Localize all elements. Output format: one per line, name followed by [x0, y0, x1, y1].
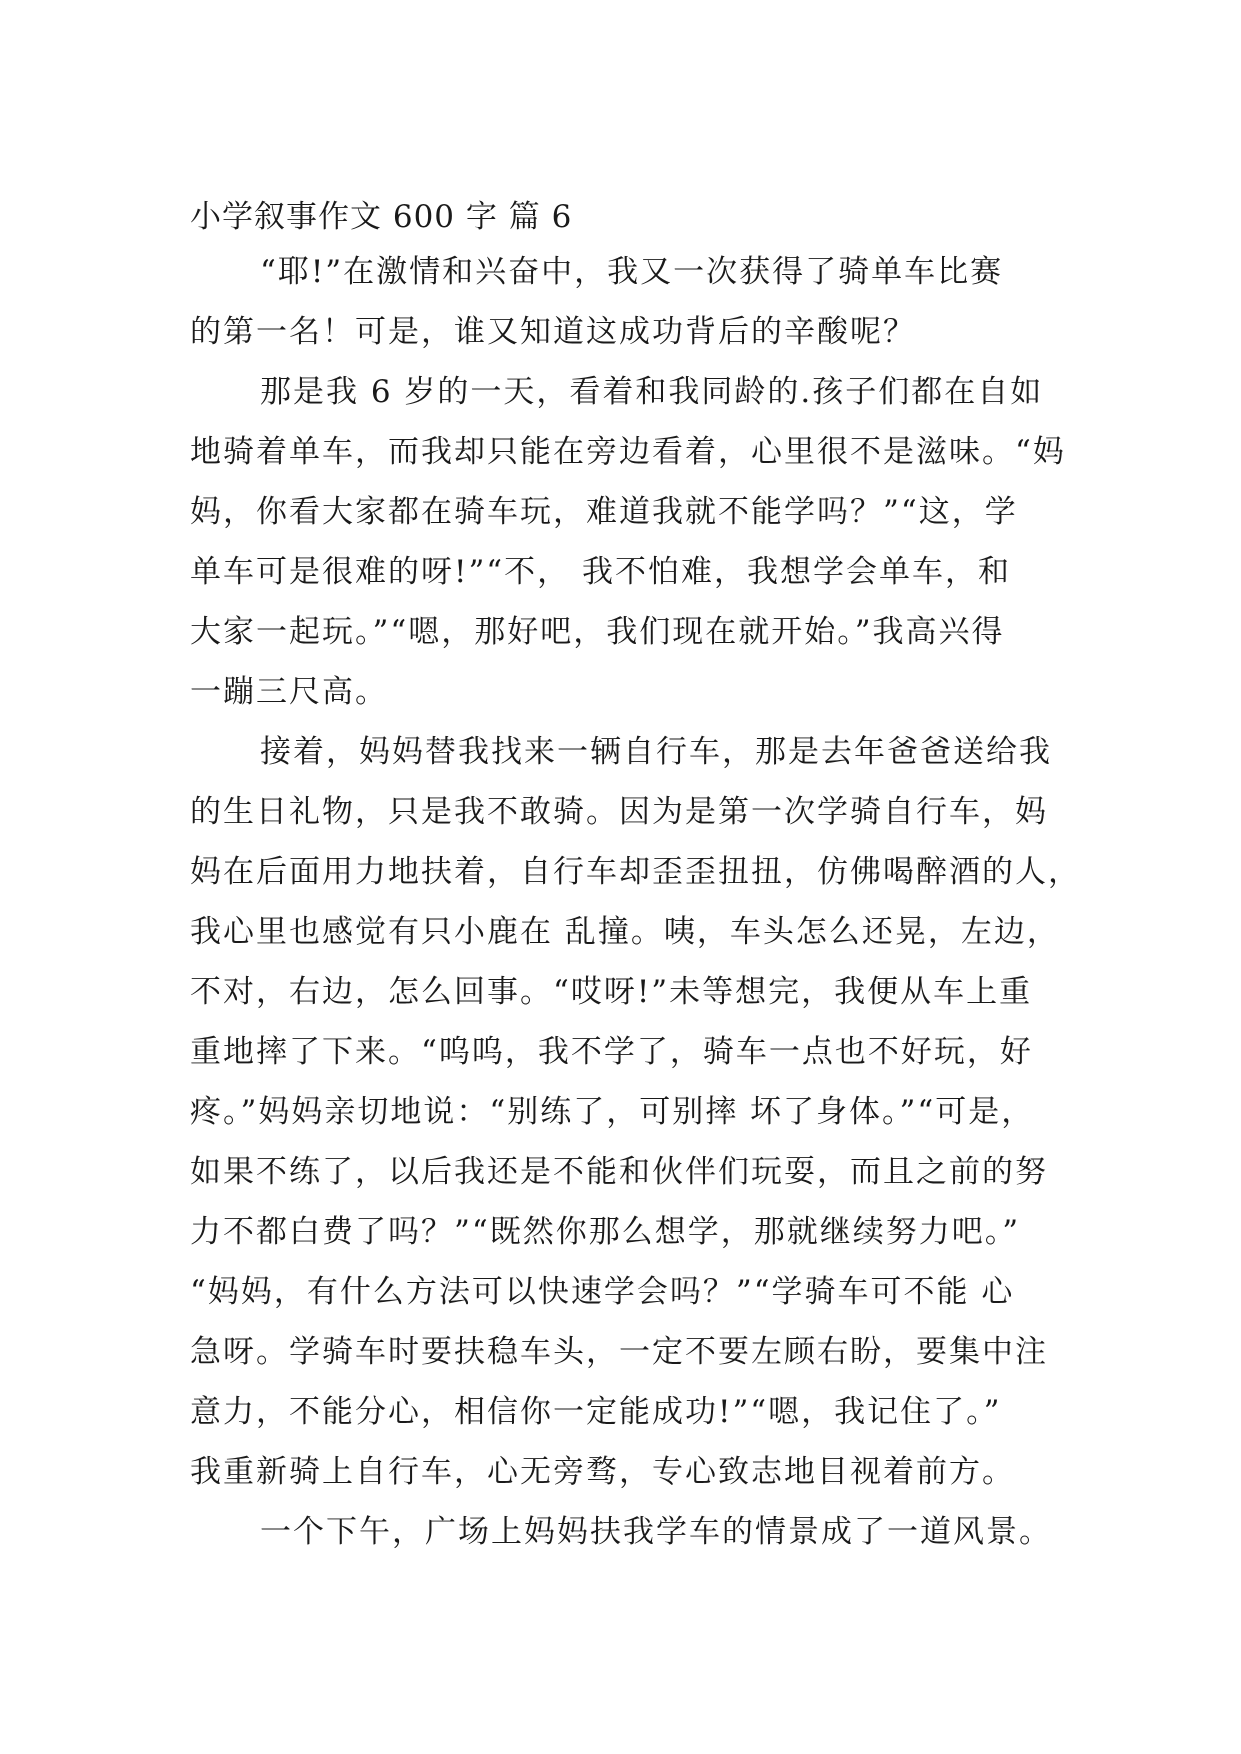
text-line: 大家一起玩。”“嗯，那好吧，我们现在就开始。”我高兴得 — [190, 614, 1005, 650]
text-line: 意力，不能分心，相信你一定能成功!”“嗯，我记住了。” — [190, 1394, 1002, 1430]
text-line: 力不都白费了吗？”“既然你那么想学，那就继续努力吧。” — [190, 1214, 1021, 1250]
text-line: 接着，妈妈替我找来一辆自行车，那是去年爸爸送给我 — [260, 734, 1052, 770]
text-line: 单车可是很难的呀!”“不， 我不怕难，我想学会单车，和 — [190, 554, 1012, 590]
text-line: 一个下午，广场上妈妈扶我学车的情景成了一道风景。 — [260, 1514, 1052, 1550]
document-page — [190, 198, 1081, 1562]
text-line: 重地摔了下来。“呜呜，我不学了，骑车一点也不好玩，好 — [190, 1034, 1033, 1070]
text-line: “妈妈，有什么方法可以快速学会吗？”“学骑车可不能 心 — [190, 1274, 1015, 1310]
text-line: 妈，你看大家都在骑车玩，难道我就不能学吗？”“这，学 — [190, 494, 1018, 530]
text-line: 我心里也感觉有只小鹿在 乱撞。咦，车头怎么还晃，左边， — [190, 914, 1060, 950]
text-line: 如果不练了，以后我还是不能和伙伴们玩耍，而且之前的努 — [190, 1154, 1048, 1190]
essay-title: 小学叙事作文 600 字 篇 6 — [190, 199, 573, 235]
text-line: 我重新骑上自行车，心无旁骛，专心致志地目视着前方。 — [190, 1454, 1015, 1490]
text-line: 的生日礼物，只是我不敢骑。因为是第一次学骑自行车，妈 — [190, 794, 1048, 830]
text-line: 急呀。学骑车时要扶稳车头，一定不要左顾右盼，要集中注 — [190, 1334, 1048, 1370]
paragraph-1 — [190, 242, 1070, 362]
text-line: 那是我 6 岁的一天，看着和我同龄的.孩子们都在自如 — [260, 374, 1044, 410]
text-line: 疼。”妈妈亲切地说：“别练了，可别摔 坏了身体。”“可是， — [190, 1094, 1035, 1130]
paragraph-3 — [190, 722, 1081, 1502]
text-line: “耶!”在激情和兴奋中，我又一次获得了骑单车比赛 — [260, 254, 1004, 290]
text-line: 不对，右边，怎么回事。“哎呀!”未等想完，我便从车上重 — [190, 974, 1033, 1010]
paragraph-4 — [190, 1502, 1070, 1562]
text-line: 一蹦三尺高。 — [190, 674, 388, 710]
text-line: 妈在后面用力地扶着，自行车却歪歪扭扭，仿佛喝醉酒的人， — [190, 854, 1081, 890]
paragraph-2 — [190, 362, 1070, 722]
text-line: 的第一名！可是，谁又知道这成功背后的辛酸呢？ — [190, 314, 916, 350]
text-line: 地骑着单车，而我却只能在旁边看着，心里很不是滋味。“妈 — [190, 434, 1066, 470]
